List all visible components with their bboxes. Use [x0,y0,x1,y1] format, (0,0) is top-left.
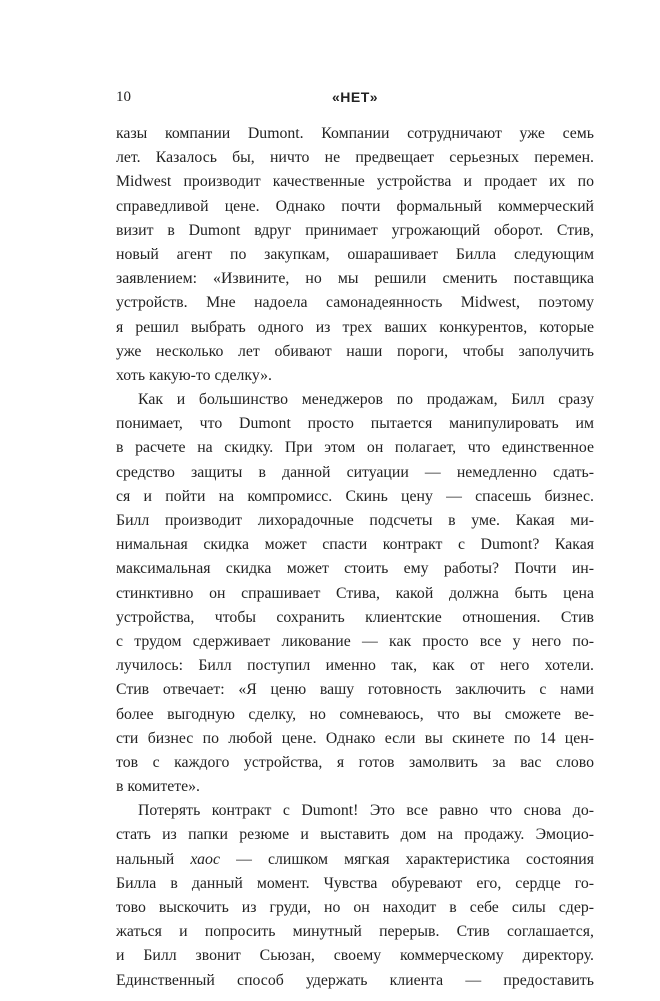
text-line: Билл производит лихорадочные подсчеты в уме. Какая ми- [116,512,594,529]
text-line: Потерять контракт с Dumont! Это все равно что снова до- [138,802,594,820]
text-line: новый агент по закупкам, ошарашивает Билла следующим [116,245,594,263]
text-line: заявлением: «Извините, но мы решили сменить поставщика [116,270,594,288]
text-line: ся и пойти на компромисс. Скинь цену — спасешь бизнес. [116,487,594,505]
body-text [116,122,594,993]
text-line: в комитете». [116,778,201,796]
text-line: Как и большинство менеджеров по продажам, Билл сразу [138,391,594,409]
text-line: более выгодную сделку, но сомневаюсь, что вы сможете ве- [116,705,594,723]
text-line: хоть какую-то сделку». [116,366,272,384]
text-fragment: нальный [116,850,175,868]
text-line: нимальная скидка может спасти контракт с Dumont? Какая [116,536,594,554]
text-line-mixed [116,848,594,872]
page-header [116,84,594,110]
text-line: стинктивно он спрашивает Стива, какой должна быть цена [116,584,594,602]
running-title: «НЕТ» [331,89,379,105]
text-line: тов с каждого устройства, я готов замолвить за вас слово [116,753,594,771]
text-line: устройства, чтобы сохранить клиентские отношения. Стив [116,608,594,626]
text-line: в расчете на скидку. При этом он полагает, что единственное [116,439,594,457]
text-line: тово выскочить из груди, но он находит в себе силы сдер- [116,899,594,916]
text-line: жаться и попросить минутный перерыв. Стив соглашается, [116,923,594,941]
text-line: Стив отвечает: «Я ценю вашу готовность заключить с нами [116,681,594,699]
text-line: казы компании Dumont. Компании сотрудничают уже семь [116,125,594,142]
text-line: и Билл звонит Сьюзан, своему коммерческому директору. [116,947,594,965]
text-line: устройств. Мне надоела самонадеянность Midwest, поэтому [116,294,594,312]
paragraph-1 [116,122,594,388]
text-line: справедливой цене. Однако почти формальный коммерческий [116,197,594,215]
text-line: средство защиты в данной ситуации — немедленно сдать- [116,463,594,481]
text-line: максимальная скидка может стоить ему работы? Почти ин- [116,560,594,578]
text-fragment: — слишком мягкая характеристика состояния [236,850,595,868]
text-line: Билла в данный момент. Чувства обуревают его, сердце го- [116,874,594,892]
text-line: Midwest производит качественные устройства и продает их по [116,173,594,191]
text-line: стать из папки резюме и выставить дом на продажу. Эмоцио- [116,826,594,844]
emphasis-chaos: хаос [190,850,220,868]
text-line: я решил выбрать одного из трех ваших конкурентов, которые [116,318,594,336]
text-line: Единственный способ удержать клиента — предоставить [116,971,594,989]
paragraph-2 [116,388,594,799]
text-line: сти бизнес по любой цене. Однако если вы скинете по 14 цен- [116,729,594,747]
text-line: лучилось: Билл поступил именно так, как от него хотели. [116,657,594,675]
text-line: визит в Dumont вдруг принимает угрожающий оборот. Стив, [116,221,594,239]
text-line: уже несколько лет обивают наши пороги, чтобы заполучить [116,342,594,360]
page-number: 10 [116,89,131,105]
text-line: лет. Казалось бы, ничто не предвещает серьезных перемен. [116,149,594,167]
paragraph-3 [116,799,594,993]
text-line: с трудом сдерживает ликование — как просто все у него по- [116,632,594,650]
text-line: понимает, что Dumont просто пытается манипулировать им [116,415,594,433]
